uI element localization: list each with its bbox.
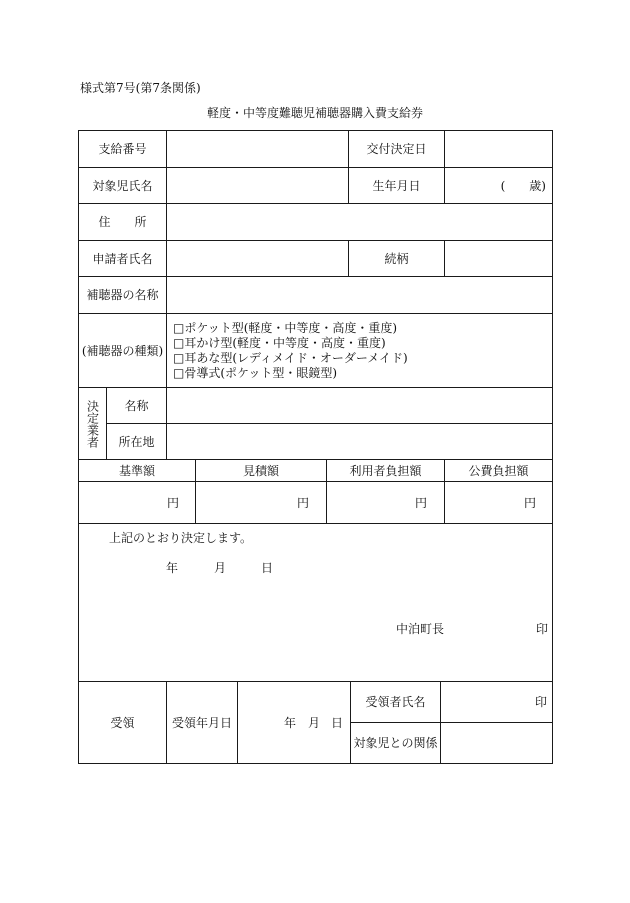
device-type-option: □耳かけ型(軽度・中等度・高度・重度)	[173, 335, 386, 350]
estimate-amount-header: 見積額	[196, 460, 327, 482]
estimate-amount-cell	[196, 482, 327, 524]
receipt-date-month: 月	[308, 716, 321, 730]
vendor-name-value-cell	[167, 388, 553, 424]
yen-unit: 円	[414, 495, 427, 510]
public-burden-amount-header: 公費負担額	[445, 460, 553, 482]
applicant-name-label: 申請者氏名	[79, 241, 167, 277]
document-title: 軽度・中等度難聴児補聴器購入費支給券	[206, 106, 423, 120]
age-text: ( 歳)	[500, 178, 546, 193]
relationship-label: 続柄	[349, 241, 445, 277]
decision-date-year: 年	[166, 561, 179, 575]
user-burden-amount-header: 利用者負担額	[327, 460, 445, 482]
device-type-option: □耳あな型(レディメイド・オーダーメイド)	[173, 350, 408, 365]
decision-block	[79, 524, 553, 682]
vendor-section-label: 決定業者	[85, 399, 100, 448]
device-type-option: □ポケット型(軽度・中等度・高度・重度)	[173, 320, 398, 335]
recipient-name-value-cell	[441, 682, 553, 723]
issuer-title: 中泊町長	[396, 622, 445, 636]
relation-to-child-value-cell	[441, 723, 553, 764]
public-burden-amount-cell	[445, 482, 553, 524]
relationship-value-cell	[445, 241, 553, 277]
decision-date-month: 月	[214, 561, 227, 575]
address-value-cell	[167, 204, 553, 241]
vendor-name-label: 名称	[107, 388, 167, 424]
receipt-date-label: 受領年月日	[167, 682, 238, 764]
receipt-date-day: 日	[331, 716, 344, 730]
issuer-seal-mark: 印	[536, 622, 549, 636]
device-name-value-cell	[167, 277, 553, 314]
device-type-label: (補聴器の種類)	[79, 314, 167, 388]
receipt-date-value-cell	[238, 682, 351, 764]
standard-amount-header: 基準額	[79, 460, 196, 482]
form-number: 様式第7号(第7条関係)	[80, 81, 201, 95]
standard-amount-cell	[79, 482, 196, 524]
address-label: 住 所	[79, 204, 167, 241]
payment-number-value-cell	[167, 131, 349, 168]
applicant-name-value-cell	[167, 241, 349, 277]
device-name-label: 補聴器の名称	[79, 277, 167, 314]
recipient-name-label: 受領者氏名	[351, 682, 441, 723]
device-type-option: □骨導式(ポケット型・眼鏡型)	[173, 365, 338, 380]
user-burden-amount-cell	[327, 482, 445, 524]
vendor-address-value-cell	[167, 424, 553, 460]
yen-unit: 円	[296, 495, 309, 510]
vendor-section-label-cell	[79, 388, 107, 460]
recipient-seal-mark: 印	[534, 695, 547, 709]
device-type-options	[167, 314, 553, 388]
yen-unit: 円	[523, 495, 536, 510]
child-name-label: 対象児氏名	[79, 168, 167, 204]
decision-date-day: 日	[261, 561, 274, 575]
issue-decision-date-value-cell	[445, 131, 553, 168]
decision-statement: 上記のとおり決定します。	[109, 531, 253, 545]
child-name-value-cell	[167, 168, 349, 204]
birth-date-label: 生年月日	[349, 168, 445, 204]
receipt-date-year: 年	[284, 716, 297, 730]
payment-number-label: 支給番号	[79, 131, 167, 168]
relation-to-child-label: 対象児との関係	[351, 723, 441, 764]
receipt-label: 受領	[79, 682, 167, 764]
voucher-form-table	[78, 130, 553, 764]
birth-date-value-cell	[445, 168, 553, 204]
yen-unit: 円	[166, 495, 179, 510]
vendor-address-label: 所在地	[107, 424, 167, 460]
issue-decision-date-label: 交付決定日	[349, 131, 445, 168]
